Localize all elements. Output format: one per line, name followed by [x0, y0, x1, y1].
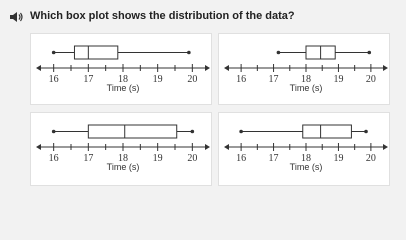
tick-label: 19: [152, 74, 163, 85]
tick-label: 20: [187, 74, 198, 85]
answer-option-c[interactable]: [30, 112, 212, 186]
answer-option-b[interactable]: [218, 33, 390, 105]
iqr-box: [74, 46, 117, 59]
iqr-box: [303, 125, 352, 138]
box-plot-b: [219, 34, 391, 106]
min-point: [277, 51, 281, 55]
tick-label: 19: [152, 153, 163, 164]
max-point: [191, 130, 195, 134]
axis-title: Time (s): [289, 83, 323, 93]
max-point: [187, 51, 191, 55]
tick-label: 17: [268, 153, 279, 164]
box-plot-c: [31, 113, 213, 187]
answer-option-a[interactable]: [30, 33, 212, 105]
box-plot-d: [219, 113, 391, 187]
tick-label: 17: [268, 74, 279, 85]
tick-label: 20: [187, 153, 198, 164]
min-point: [239, 130, 243, 134]
right-arrow-icon: [383, 144, 388, 150]
tick-label: 17: [83, 153, 94, 164]
tick-label: 19: [333, 74, 344, 85]
tick-label: 17: [83, 74, 94, 85]
iqr-box: [88, 125, 176, 138]
tick-label: 20: [365, 74, 376, 85]
tick-label: 18: [118, 153, 128, 164]
left-arrow-icon: [36, 65, 41, 71]
axis-title: Time (s): [106, 83, 140, 93]
right-arrow-icon: [205, 144, 210, 150]
right-arrow-icon: [205, 65, 210, 71]
min-point: [52, 130, 56, 134]
tick-label: 16: [236, 153, 247, 164]
right-arrow-icon: [383, 65, 388, 71]
tick-label: 16: [236, 74, 247, 85]
left-arrow-icon: [224, 144, 229, 150]
box-plot-a: [31, 34, 213, 106]
tick-label: 16: [48, 153, 59, 164]
tick-label: 19: [333, 153, 344, 164]
answer-option-d[interactable]: [218, 112, 390, 186]
min-point: [52, 51, 56, 55]
tick-label: 18: [118, 74, 128, 85]
tick-label: 18: [301, 153, 311, 164]
left-arrow-icon: [36, 144, 41, 150]
axis-title: Time (s): [289, 162, 323, 172]
tick-label: 16: [48, 74, 59, 85]
max-point: [364, 130, 368, 134]
question-bar: [0, 6, 406, 28]
left-arrow-icon: [224, 65, 229, 71]
question-text: Which box plot shows the distribution of the data?: [30, 10, 295, 22]
max-point: [367, 51, 371, 55]
tick-label: 20: [365, 153, 376, 164]
speaker-icon[interactable]: [8, 9, 24, 25]
axis-title: Time (s): [106, 162, 140, 172]
tick-label: 18: [301, 74, 311, 85]
